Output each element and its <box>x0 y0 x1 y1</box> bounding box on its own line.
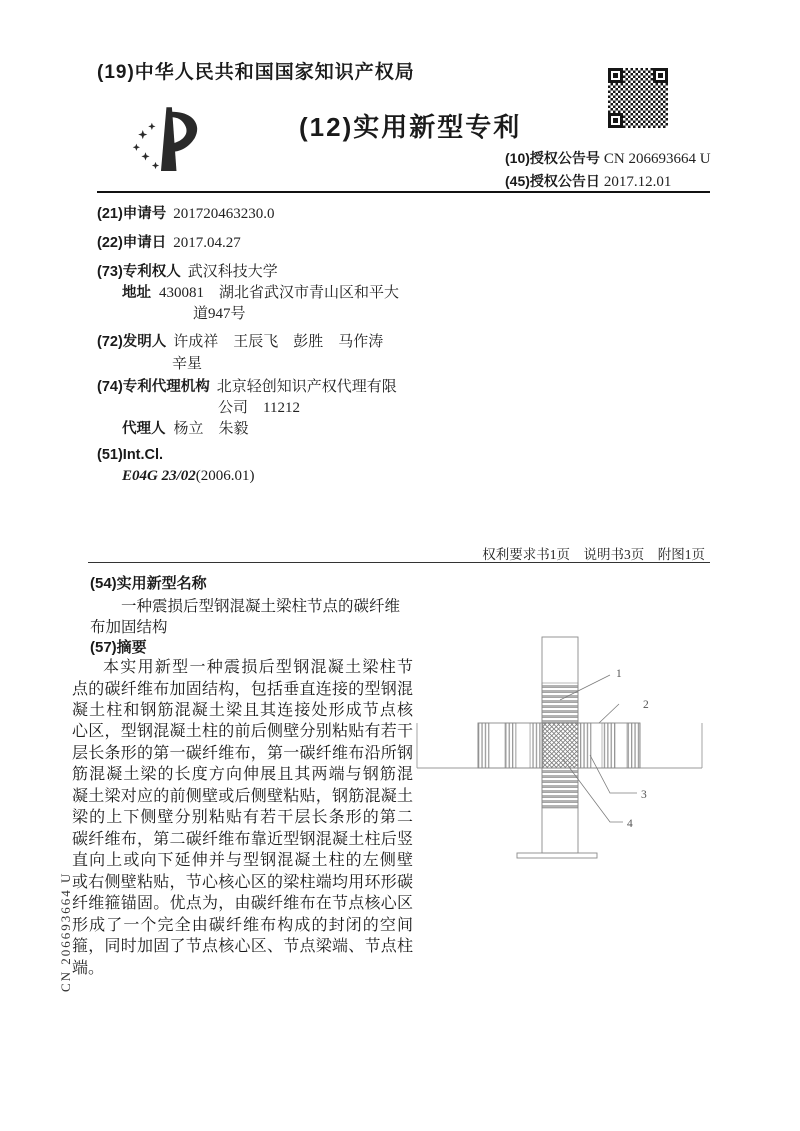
joint-core-hatch <box>542 723 578 768</box>
address-line1: 430081 湖北省武汉市青山区和平大 <box>159 285 400 301</box>
abstract-line: 或右侧壁粘贴，节心核心区的梁柱端均用环形碳 <box>72 874 413 891</box>
field-value: 许成祥 王辰飞 彭胜 马作涛 <box>173 334 384 350</box>
figure-ref-4: 4 <box>627 818 633 830</box>
abstract-line: 端。 <box>72 960 105 977</box>
inventors-line2: 辛星 <box>172 356 203 372</box>
field-agents <box>122 417 249 438</box>
figure-ref-2: 2 <box>643 699 649 711</box>
abstract-line: 点的碳纤维布加固结构，包括垂直连接的型钢混 <box>72 681 413 698</box>
abstract-line: 箍，同时加固了节点核心区、节点梁端、节点柱 <box>72 938 413 955</box>
abstract-line: 纤维箍锚固。优点为，由碳纤维布在节点核心区 <box>72 895 413 912</box>
field-int-cl <box>97 447 163 463</box>
document-kind-title: (12)实用新型专利 <box>299 112 522 142</box>
field-num: (74) <box>97 379 123 395</box>
field-inventors <box>97 330 383 351</box>
abstract-line: 层长条形的第一碳纤维布，第一碳纤维布沿所钢 <box>72 745 413 762</box>
field-num: (73) <box>97 264 123 280</box>
field-label: 专利权人 <box>122 264 181 280</box>
abstract-line: 凝土梁对应的前侧壁或后侧壁粘贴，钢筋混凝土 <box>72 788 413 805</box>
column-cfrp-wrap-lower <box>542 768 578 808</box>
field-application-date <box>97 231 241 252</box>
address-line2: 道947号 <box>193 306 246 322</box>
publication-number-value: CN 206693664 U <box>603 151 711 167</box>
publication-number-line <box>505 148 711 168</box>
figure-ref-3: 3 <box>641 789 647 801</box>
qr-code-icon <box>608 68 668 128</box>
abstract-section-label: (57)摘要 <box>90 639 147 656</box>
column-cfrp-wrap-upper <box>542 683 578 723</box>
abstract-line: 凝土柱和钢筋混凝土梁且其连接处形成节点核 <box>72 702 413 719</box>
qr-finder-top-right-icon <box>653 68 668 83</box>
column-base-plate <box>517 853 597 858</box>
cnipa-logo-icon <box>130 103 212 177</box>
agents-value: 杨立 朱毅 <box>173 421 249 437</box>
agents-label: 代理人 <box>122 421 166 437</box>
field-value: 2017.04.27 <box>173 235 241 251</box>
field-num: (51) <box>97 447 123 463</box>
figure-ref-1: 1 <box>616 668 622 680</box>
abstract-line: 本实用新型一种震损后型钢混凝土梁柱节 <box>103 659 413 676</box>
page-counts-line: 权利要求书1页 说明书3页 附图1页 <box>482 547 705 562</box>
abstract-line: 梁的上下侧壁分别粘贴有若干层长条形的第二 <box>72 809 413 826</box>
address-label: 地址 <box>122 285 151 301</box>
field-label: 专利代理机构 <box>122 379 210 395</box>
ipc-class: E04G 23/02 <box>122 468 196 484</box>
title-section-label: (54)实用新型名称 <box>90 575 207 592</box>
field-address <box>122 281 399 302</box>
field-label: 申请日 <box>122 235 167 251</box>
agency-line2: 公司 11212 <box>218 400 300 416</box>
publication-number-label: (10)授权公告号 <box>505 150 600 166</box>
publication-date-value: 2017.12.01 <box>603 174 672 190</box>
section-divider <box>88 562 710 563</box>
field-label: 发明人 <box>122 334 167 350</box>
abstract-line: 心区，型钢混凝土柱的前后侧壁分别粘贴有若干 <box>72 723 413 740</box>
field-agency <box>97 375 397 396</box>
ipc-version: (2006.01) <box>195 468 255 484</box>
field-application-number <box>97 202 275 223</box>
field-value: 北京轻创知识产权代理有限 <box>216 379 397 395</box>
utility-model-title-line1: 一种震损后型钢混凝土梁柱节点的碳纤维 <box>121 598 401 615</box>
abstract-line: 碳纤维布，第二碳纤维布靠近型钢混凝土柱后竖 <box>72 831 413 848</box>
publication-date-line <box>505 171 671 191</box>
field-value: 201720463230.0 <box>173 206 275 222</box>
header-divider <box>97 191 710 193</box>
issuing-authority: (19)中华人民共和国国家知识产权局 <box>97 62 415 83</box>
sidebar-publication-code: CN 206693664 U <box>58 871 73 992</box>
abstract-line: 直向上或向下延伸并与型钢混凝土柱的左侧壁 <box>72 852 413 869</box>
utility-model-title-line2: 布加固结构 <box>90 619 168 636</box>
field-num: (22) <box>97 235 123 251</box>
field-label: Int.Cl. <box>122 447 164 463</box>
field-value: 武汉科技大学 <box>187 264 278 280</box>
publication-date-label: (45)授权公告日 <box>505 173 600 189</box>
field-label: 申请号 <box>122 206 167 222</box>
field-num: (21) <box>97 206 123 222</box>
qr-finder-bottom-left-icon <box>608 113 623 128</box>
joint-reinforcement-figure <box>410 630 710 870</box>
field-num: (72) <box>97 334 123 350</box>
leader-2 <box>599 704 619 723</box>
ipc-classification <box>122 468 255 485</box>
abstract-line: 筋混凝土梁的长度方向伸展且其两端与钢筋混 <box>72 766 413 783</box>
abstract-line: 形成了一个完全由碳纤维布构成的封闭的空间 <box>72 917 413 934</box>
qr-finder-top-left-icon <box>608 68 623 83</box>
field-patentee <box>97 260 278 281</box>
